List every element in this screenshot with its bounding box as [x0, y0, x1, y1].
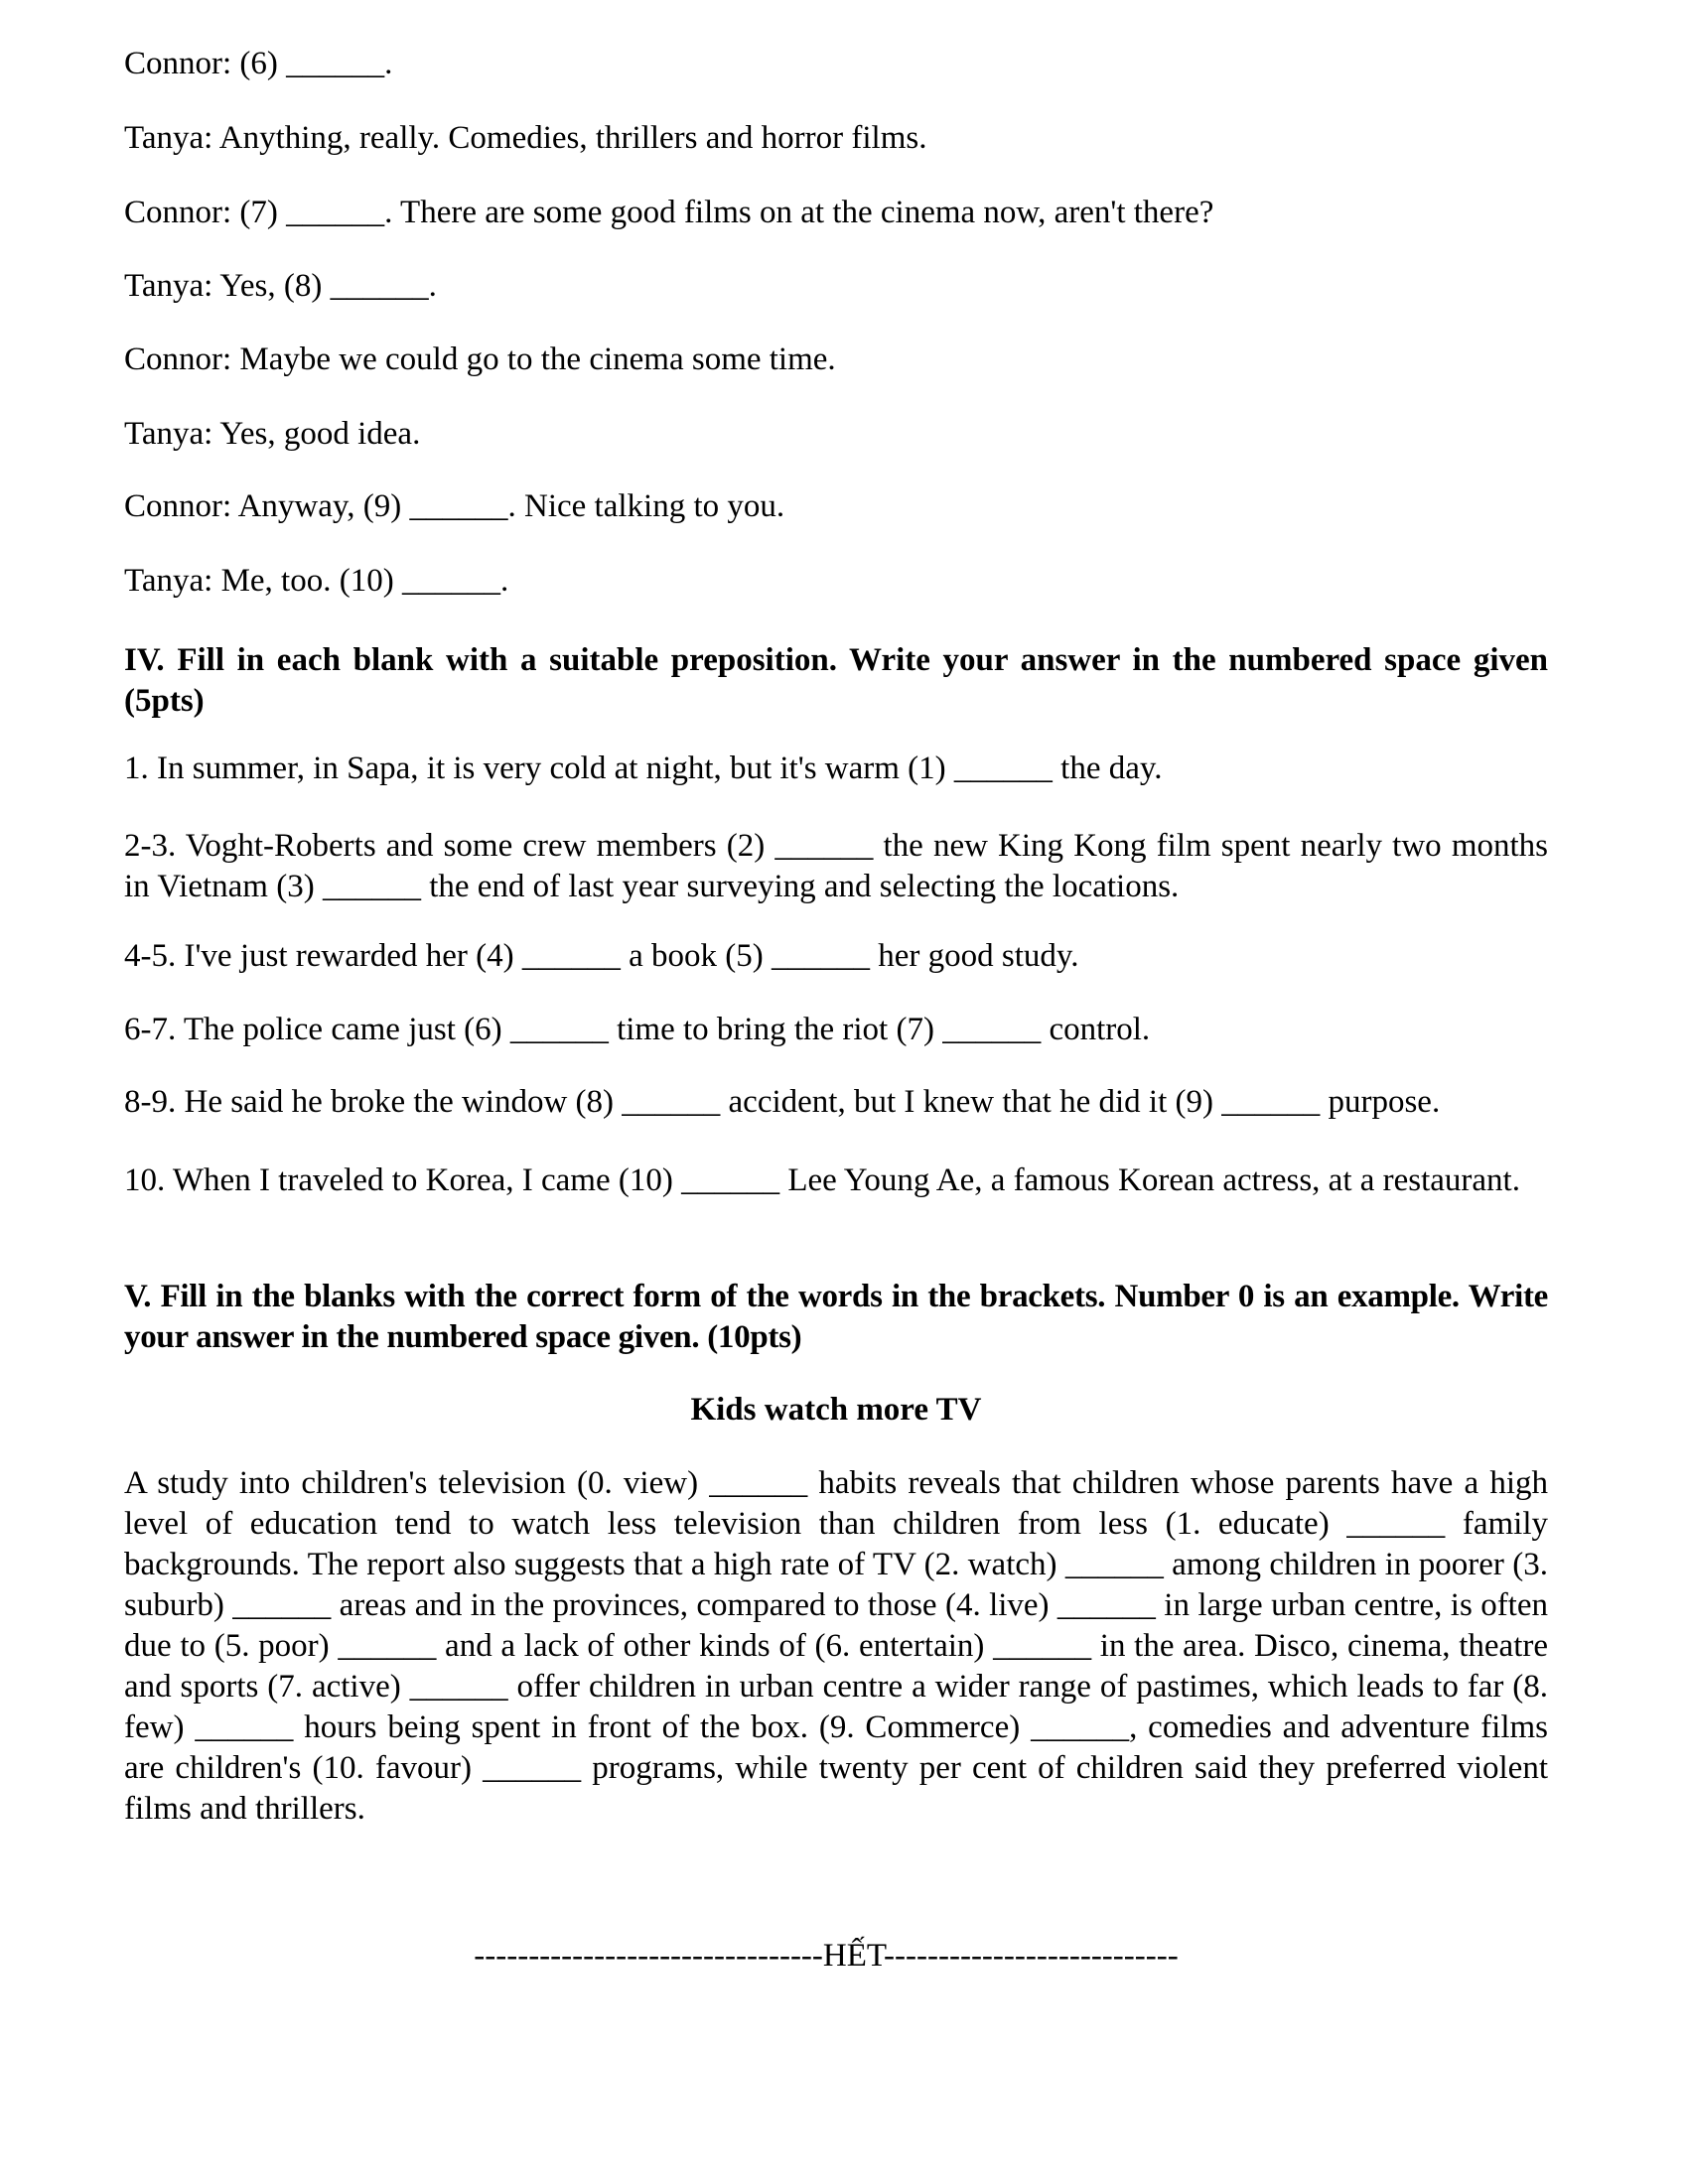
dialogue-line: Tanya: Anything, really. Comedies, thrillers and horror films.: [124, 120, 927, 156]
question-item: 1. In summer, in Sapa, it is very cold at night, but it's warm (1) ______ the day.: [124, 751, 1163, 786]
passage-paragraph: A study into children's television (0. view) ______ habits reveals that children whose parents have a high level of education tend to watch less television than children from less (1. educate) ______ family backgrounds. The report also suggests that a high rate of TV (2. watch) ______ among children in poorer (3. suburb) ______ areas and in the provinces, compared to those (4. live) ______ in large urban centre, is often due to (5. poor) ______ and a lack of other kinds of (6. entertain) ______ in the area. Disco, cinema, theatre and sports (7. active) ______ offer children in urban centre a wider range of pastimes, which leads to far (8. few) ______ hours being spent in front of the box. (9. Commerce) ______, comedies and adventure films are children's (10. favour) ______ programs, while twenty per cent of children said they preferred violent films and thrillers.: [124, 1465, 1548, 1827]
question-item: 4-5. I've just rewarded her (4) ______ a book (5) ______ her good study.: [124, 938, 1079, 974]
question-item: 10. When I traveled to Korea, I came (10) ______ Lee Young Ae, a famous Korean actress, at a restaurant.: [124, 1162, 1520, 1198]
question-item: 6-7. The police came just (6) ______ time to bring the riot (7) ______ control.: [124, 1012, 1151, 1047]
dialogue-line: Connor: Anyway, (9) ______. Nice talking to you.: [124, 488, 785, 524]
dialogue-line: Connor: Maybe we could go to the cinema some time.: [124, 341, 836, 377]
dialogue-line: Connor: (6) ______.: [124, 46, 393, 81]
section-iv-heading: IV. Fill in each blank with a suitable preposition. Write your answer in the numbered space given (5pts): [124, 642, 1548, 719]
question-item: 8-9. He said he broke the window (8) ______ accident, but I knew that he did it (9) ______ purpose.: [124, 1084, 1441, 1120]
dialogue-line: Connor: (7) ______. There are some good films on at the cinema now, aren't there?: [124, 195, 1214, 230]
question-item: 2-3. Voght-Roberts and some crew members (2) ______ the new King Kong film spent nearly two months in Vietnam (3) ______ the end of last year surveying and selecting the locations.: [124, 828, 1548, 904]
end-marker: --------------------------------HẾT---------------------------: [474, 1938, 1179, 1974]
section-v-heading: V. Fill in the blanks with the correct form of the words in the brackets. Number 0 is an example. Write your answer in the numbered space given. (10pts): [124, 1279, 1548, 1355]
dialogue-line: Tanya: Yes, good idea.: [124, 416, 421, 452]
passage-title: Kids watch more TV: [690, 1392, 982, 1428]
dialogue-line: Tanya: Yes, (8) ______.: [124, 268, 437, 304]
dialogue-line: Tanya: Me, too. (10) ______.: [124, 563, 509, 599]
